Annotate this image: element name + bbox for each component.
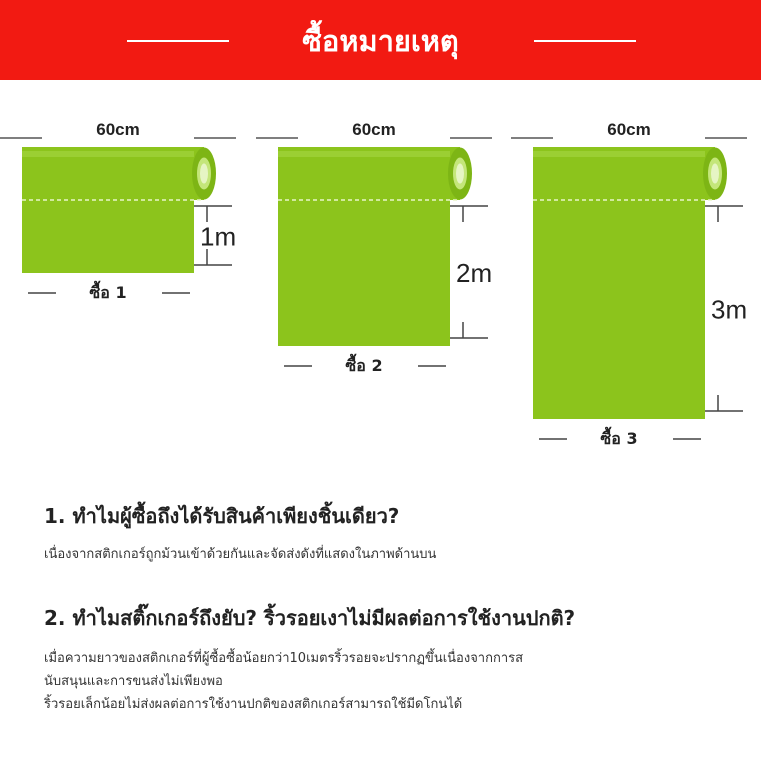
faq-answer-2-line-2: นับสนุนและการขนส่งไม่เพียงพอ: [44, 674, 223, 689]
faq-question-2: 2. ทำไมสติ๊กเกอร์ถึงยับ? ริ้วรอยเงาไม่มีผลต่อการใช้งานปกติ?: [44, 606, 576, 630]
buy-label-3: ซื้อ 3: [600, 429, 638, 448]
faq-answer-2-line-3: ริ้วรอยเล็กน้อยไม่ส่งผลต่อการใช้งานปกติของสติกเกอร์สามารถใช้มีดโกนได้: [44, 697, 463, 712]
width-label-3: 60cm: [607, 120, 651, 139]
faq-answer-1: [44, 543, 684, 566]
roll-highlight-3: [533, 151, 705, 157]
sticker-sheet-2: [278, 198, 450, 346]
width-label-2: 60cm: [352, 120, 396, 139]
header-right-rule: [534, 40, 636, 42]
rolls-layer: [0, 120, 747, 448]
roll-core-2: [456, 164, 464, 184]
height-label-1: 1m: [200, 221, 237, 252]
faq-answer-2: [44, 647, 684, 716]
roll-highlight-1: [22, 151, 194, 157]
sticker-sheet-1: [22, 198, 194, 273]
roll-diagram: [0, 80, 761, 465]
roll-core-3: [711, 164, 719, 184]
faq-answer-1-line-1: เนื่องจากสติกเกอร์ถูกม้วนเข้าด้วยกันและจัดส่งดังที่แสดงในภาพด้านบน: [44, 547, 437, 562]
buy-label-2: ซื้อ 2: [345, 356, 383, 375]
buy-label-1: ซื้อ 1: [89, 283, 127, 302]
sticker-sheet-3: [533, 198, 705, 419]
height-label-2: 2m: [456, 258, 493, 288]
roll-core-1: [200, 164, 208, 184]
faq-answer-2-line-1: เมื่อความยาวของสติกเกอร์ที่ผู้ซื้อซื้อน้อยกว่า10เมตรริ้วรอยจะปรากฏขึ้นเนื่องจากการส: [44, 651, 524, 666]
width-label-1: 60cm: [96, 120, 140, 139]
roll-highlight-2: [278, 151, 450, 157]
faq-question-1: 1. ทำไมผู้ซื้อถึงได้รับสินค้าเพียงชิ้นเดียว?: [44, 504, 400, 528]
height-label-3: 3m: [711, 294, 748, 325]
header-banner: [0, 0, 761, 80]
header-title: ซื้อหมายเหตุ: [302, 24, 459, 58]
